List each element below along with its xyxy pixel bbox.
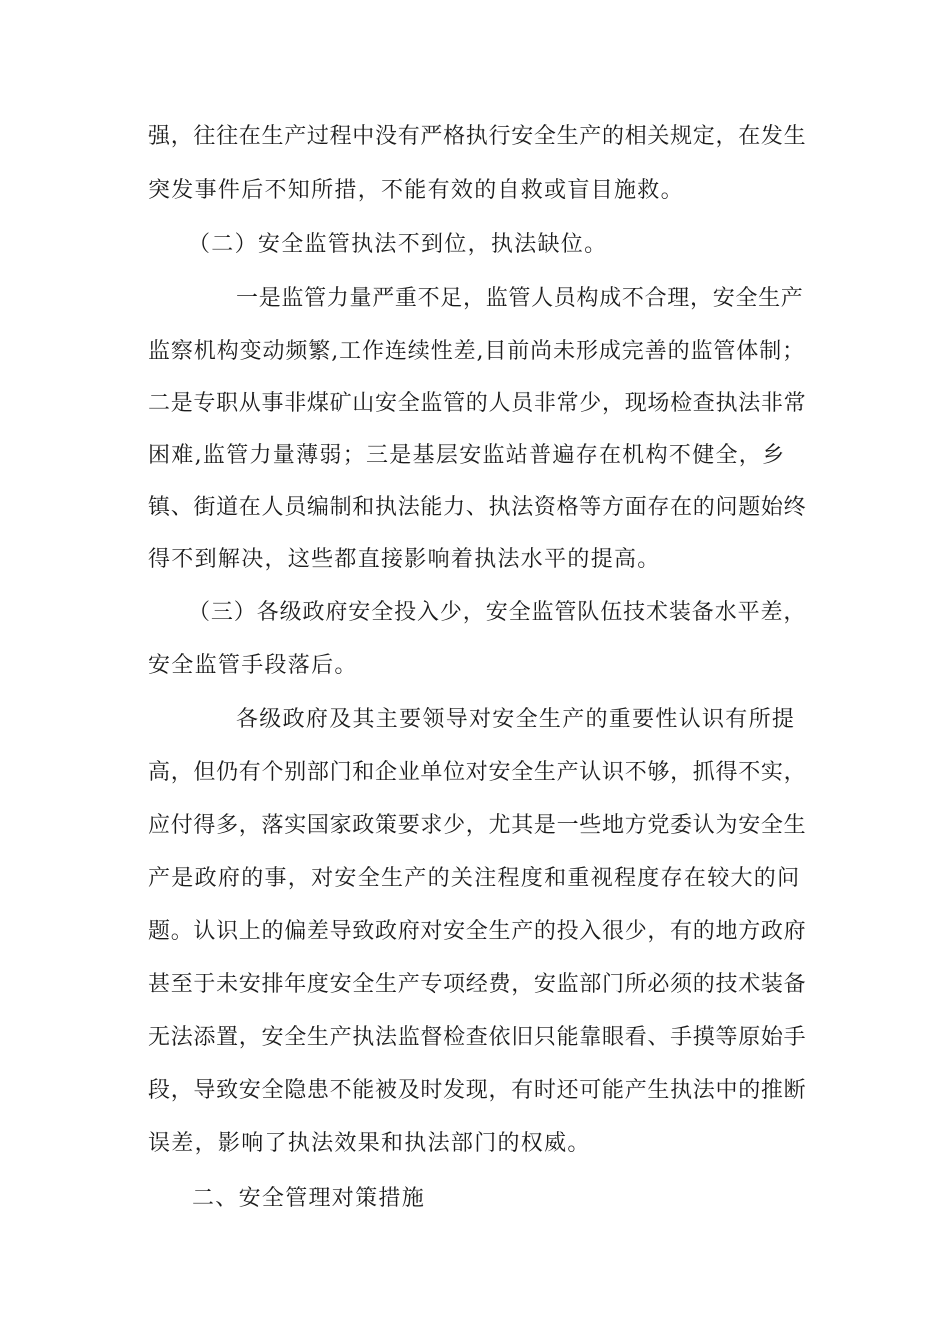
text-line: 镇、街道在人员编制和执法能力、执法资格等方面存在的问题始终 (148, 495, 807, 520)
text-line: 监察机构变动频繁,工作连续性差,目前尚未形成完善的监管体制； (148, 339, 805, 364)
text-line: 段，导致安全隐患不能被及时发现，有时还可能产生执法中的推断 (148, 1078, 807, 1103)
subheading: （二）安全监管执法不到位，执法缺位。 (188, 232, 608, 257)
text-line: 一是监管力量严重不足，监管人员构成不合理，安全生产 (236, 286, 804, 311)
text-line: 得不到解决，这些都直接影响着执法水平的提高。 (148, 547, 661, 572)
text-line: 产是政府的事，对安全生产的关注程度和重视程度存在较大的问 (148, 866, 801, 891)
text-line: 强，往往在生产过程中没有严格执行安全生产的相关规定，在发生 (148, 124, 807, 149)
text-line: 应付得多，落实国家政策要求少，尤其是一些地方党委认为安全生 (148, 813, 807, 838)
text-line: 突发事件后不知所措，不能有效的自救或盲目施救。 (148, 178, 684, 203)
text-line: 题。认识上的偏差导致政府对安全生产的投入很少，有的地方政府 (148, 919, 807, 944)
text-line: 甚至于未安排年度安全生产专项经费，安监部门所必须的技术装备 (148, 972, 807, 997)
text-line: 高，但仍有个别部门和企业单位对安全生产认识不够，抓得不实， (148, 760, 807, 785)
subheading: （三）各级政府安全投入少，安全监管队伍技术装备水平差， (188, 600, 807, 625)
section-heading: 二、安全管理对策措施 (192, 1186, 426, 1211)
text-line: 安全监管手段落后。 (148, 653, 358, 678)
text-line: 困难,监管力量薄弱；三是基层安监站普遍存在机构不健全，乡 (148, 443, 786, 468)
text-line: 无法添置，安全生产执法监督检查依旧只能靠眼看、手摸等原始手 (148, 1025, 807, 1050)
text-line: 二是专职从事非煤矿山安全监管的人员非常少，现场检查执法非常 (148, 391, 807, 416)
text-line: 各级政府及其主要领导对安全生产的重要性认识有所提 (236, 707, 796, 732)
text-line: 误差，影响了执法效果和执法部门的权威。 (148, 1131, 591, 1156)
